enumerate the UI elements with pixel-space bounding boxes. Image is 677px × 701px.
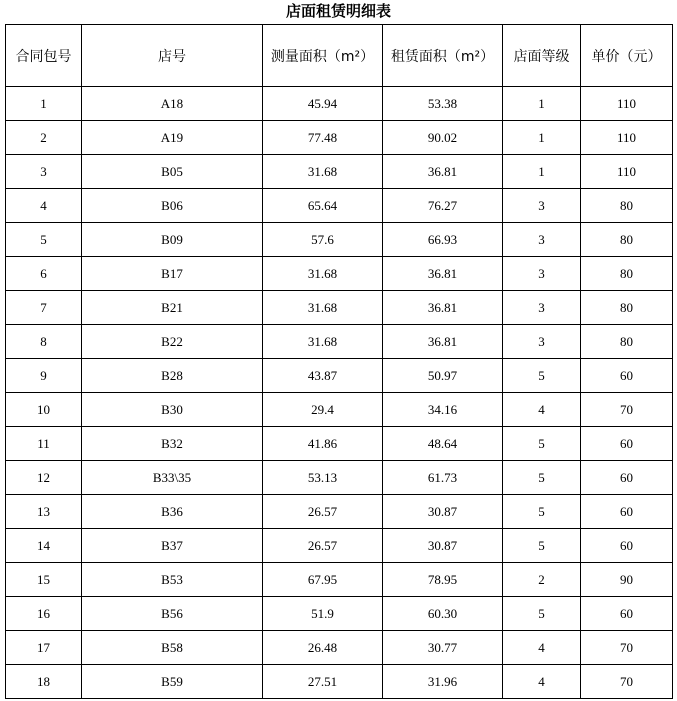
cell-measured-area: 67.95 bbox=[263, 563, 383, 597]
table-row bbox=[6, 461, 673, 495]
cell-contract-no: 14 bbox=[6, 529, 82, 563]
cell-shop-no: B56 bbox=[82, 597, 263, 631]
cell-shop-grade: 5 bbox=[503, 597, 581, 631]
cell-contract-no: 11 bbox=[6, 427, 82, 461]
table-row bbox=[6, 155, 673, 189]
table-row bbox=[6, 87, 673, 121]
cell-contract-no: 16 bbox=[6, 597, 82, 631]
page-title: 店面租赁明细表 bbox=[285, 2, 391, 20]
cell-unit-price: 110 bbox=[581, 155, 673, 189]
cell-shop-grade: 2 bbox=[503, 563, 581, 597]
cell-rental-area: 30.77 bbox=[383, 631, 503, 665]
cell-unit-price: 60 bbox=[581, 461, 673, 495]
cell-shop-no: B06 bbox=[82, 189, 263, 223]
cell-shop-no: B36 bbox=[82, 495, 263, 529]
cell-shop-no: B22 bbox=[82, 325, 263, 359]
cell-rental-area: 61.73 bbox=[383, 461, 503, 495]
table-row bbox=[6, 597, 673, 631]
table-row bbox=[6, 665, 673, 699]
table-row bbox=[6, 189, 673, 223]
cell-unit-price: 90 bbox=[581, 563, 673, 597]
cell-shop-no: A19 bbox=[82, 121, 263, 155]
cell-contract-no: 18 bbox=[6, 665, 82, 699]
cell-shop-grade: 5 bbox=[503, 495, 581, 529]
cell-contract-no: 17 bbox=[6, 631, 82, 665]
cell-shop-grade: 5 bbox=[503, 529, 581, 563]
cell-contract-no: 4 bbox=[6, 189, 82, 223]
cell-rental-area: 90.02 bbox=[383, 121, 503, 155]
cell-shop-grade: 5 bbox=[503, 461, 581, 495]
table-row bbox=[6, 325, 673, 359]
cell-unit-price: 60 bbox=[581, 359, 673, 393]
cell-shop-no: A18 bbox=[82, 87, 263, 121]
cell-unit-price: 70 bbox=[581, 393, 673, 427]
table-row bbox=[6, 495, 673, 529]
cell-shop-grade: 1 bbox=[503, 87, 581, 121]
table-row bbox=[6, 257, 673, 291]
cell-shop-grade: 3 bbox=[503, 223, 581, 257]
cell-rental-area: 30.87 bbox=[383, 529, 503, 563]
rental-table bbox=[5, 24, 673, 699]
cell-shop-grade: 1 bbox=[503, 155, 581, 189]
table-row bbox=[6, 121, 673, 155]
cell-shop-no: B33\35 bbox=[82, 461, 263, 495]
header-contract-no: 合同包号 bbox=[6, 25, 82, 87]
cell-shop-no: B28 bbox=[82, 359, 263, 393]
cell-shop-grade: 4 bbox=[503, 665, 581, 699]
cell-rental-area: 53.38 bbox=[383, 87, 503, 121]
cell-rental-area: 36.81 bbox=[383, 325, 503, 359]
cell-measured-area: 26.57 bbox=[263, 529, 383, 563]
cell-unit-price: 70 bbox=[581, 665, 673, 699]
table-row bbox=[6, 223, 673, 257]
cell-shop-grade: 1 bbox=[503, 121, 581, 155]
cell-measured-area: 57.6 bbox=[263, 223, 383, 257]
cell-measured-area: 29.4 bbox=[263, 393, 383, 427]
cell-shop-grade: 4 bbox=[503, 631, 581, 665]
cell-contract-no: 1 bbox=[6, 87, 82, 121]
cell-shop-grade: 3 bbox=[503, 257, 581, 291]
cell-contract-no: 6 bbox=[6, 257, 82, 291]
cell-rental-area: 78.95 bbox=[383, 563, 503, 597]
cell-unit-price: 80 bbox=[581, 325, 673, 359]
header-rental-area: 租赁面积（m²） bbox=[383, 25, 503, 87]
cell-contract-no: 5 bbox=[6, 223, 82, 257]
cell-contract-no: 8 bbox=[6, 325, 82, 359]
cell-shop-grade: 4 bbox=[503, 393, 581, 427]
cell-measured-area: 26.48 bbox=[263, 631, 383, 665]
cell-unit-price: 80 bbox=[581, 189, 673, 223]
cell-shop-grade: 3 bbox=[503, 325, 581, 359]
cell-shop-no: B53 bbox=[82, 563, 263, 597]
table-row bbox=[6, 427, 673, 461]
cell-shop-no: B32 bbox=[82, 427, 263, 461]
cell-rental-area: 31.96 bbox=[383, 665, 503, 699]
cell-shop-no: B05 bbox=[82, 155, 263, 189]
table-row bbox=[6, 359, 673, 393]
header-shop-grade: 店面等级 bbox=[503, 25, 581, 87]
cell-rental-area: 36.81 bbox=[383, 155, 503, 189]
cell-rental-area: 76.27 bbox=[383, 189, 503, 223]
cell-measured-area: 41.86 bbox=[263, 427, 383, 461]
cell-shop-no: B59 bbox=[82, 665, 263, 699]
cell-contract-no: 9 bbox=[6, 359, 82, 393]
cell-shop-no: B30 bbox=[82, 393, 263, 427]
cell-contract-no: 2 bbox=[6, 121, 82, 155]
cell-rental-area: 36.81 bbox=[383, 291, 503, 325]
cell-measured-area: 45.94 bbox=[263, 87, 383, 121]
cell-rental-area: 50.97 bbox=[383, 359, 503, 393]
cell-rental-area: 48.64 bbox=[383, 427, 503, 461]
cell-unit-price: 110 bbox=[581, 87, 673, 121]
cell-contract-no: 12 bbox=[6, 461, 82, 495]
cell-measured-area: 26.57 bbox=[263, 495, 383, 529]
cell-shop-no: B37 bbox=[82, 529, 263, 563]
header-shop-no: 店号 bbox=[82, 25, 263, 87]
cell-unit-price: 70 bbox=[581, 631, 673, 665]
table-row bbox=[6, 631, 673, 665]
cell-unit-price: 60 bbox=[581, 597, 673, 631]
cell-measured-area: 65.64 bbox=[263, 189, 383, 223]
cell-measured-area: 53.13 bbox=[263, 461, 383, 495]
cell-shop-no: B58 bbox=[82, 631, 263, 665]
cell-contract-no: 10 bbox=[6, 393, 82, 427]
cell-measured-area: 31.68 bbox=[263, 325, 383, 359]
cell-measured-area: 43.87 bbox=[263, 359, 383, 393]
cell-unit-price: 80 bbox=[581, 223, 673, 257]
cell-shop-no: B21 bbox=[82, 291, 263, 325]
table-row bbox=[6, 529, 673, 563]
cell-unit-price: 80 bbox=[581, 257, 673, 291]
cell-rental-area: 34.16 bbox=[383, 393, 503, 427]
cell-unit-price: 110 bbox=[581, 121, 673, 155]
cell-shop-grade: 3 bbox=[503, 189, 581, 223]
cell-rental-area: 30.87 bbox=[383, 495, 503, 529]
cell-shop-no: B17 bbox=[82, 257, 263, 291]
cell-unit-price: 60 bbox=[581, 495, 673, 529]
cell-measured-area: 27.51 bbox=[263, 665, 383, 699]
cell-contract-no: 15 bbox=[6, 563, 82, 597]
cell-measured-area: 77.48 bbox=[263, 121, 383, 155]
header-unit-price: 单价（元） bbox=[581, 25, 673, 87]
cell-contract-no: 7 bbox=[6, 291, 82, 325]
header-measured-area: 测量面积（m²） bbox=[263, 25, 383, 87]
cell-measured-area: 31.68 bbox=[263, 257, 383, 291]
cell-contract-no: 3 bbox=[6, 155, 82, 189]
cell-unit-price: 60 bbox=[581, 427, 673, 461]
cell-shop-no: B09 bbox=[82, 223, 263, 257]
cell-shop-grade: 5 bbox=[503, 359, 581, 393]
cell-unit-price: 60 bbox=[581, 529, 673, 563]
cell-measured-area: 31.68 bbox=[263, 155, 383, 189]
cell-rental-area: 36.81 bbox=[383, 257, 503, 291]
cell-rental-area: 66.93 bbox=[383, 223, 503, 257]
table-row bbox=[6, 563, 673, 597]
cell-shop-grade: 5 bbox=[503, 427, 581, 461]
cell-shop-grade: 3 bbox=[503, 291, 581, 325]
cell-unit-price: 80 bbox=[581, 291, 673, 325]
cell-measured-area: 51.9 bbox=[263, 597, 383, 631]
table-header-row bbox=[6, 25, 673, 87]
cell-contract-no: 13 bbox=[6, 495, 82, 529]
cell-rental-area: 60.30 bbox=[383, 597, 503, 631]
table-row bbox=[6, 393, 673, 427]
cell-measured-area: 31.68 bbox=[263, 291, 383, 325]
table-row bbox=[6, 291, 673, 325]
